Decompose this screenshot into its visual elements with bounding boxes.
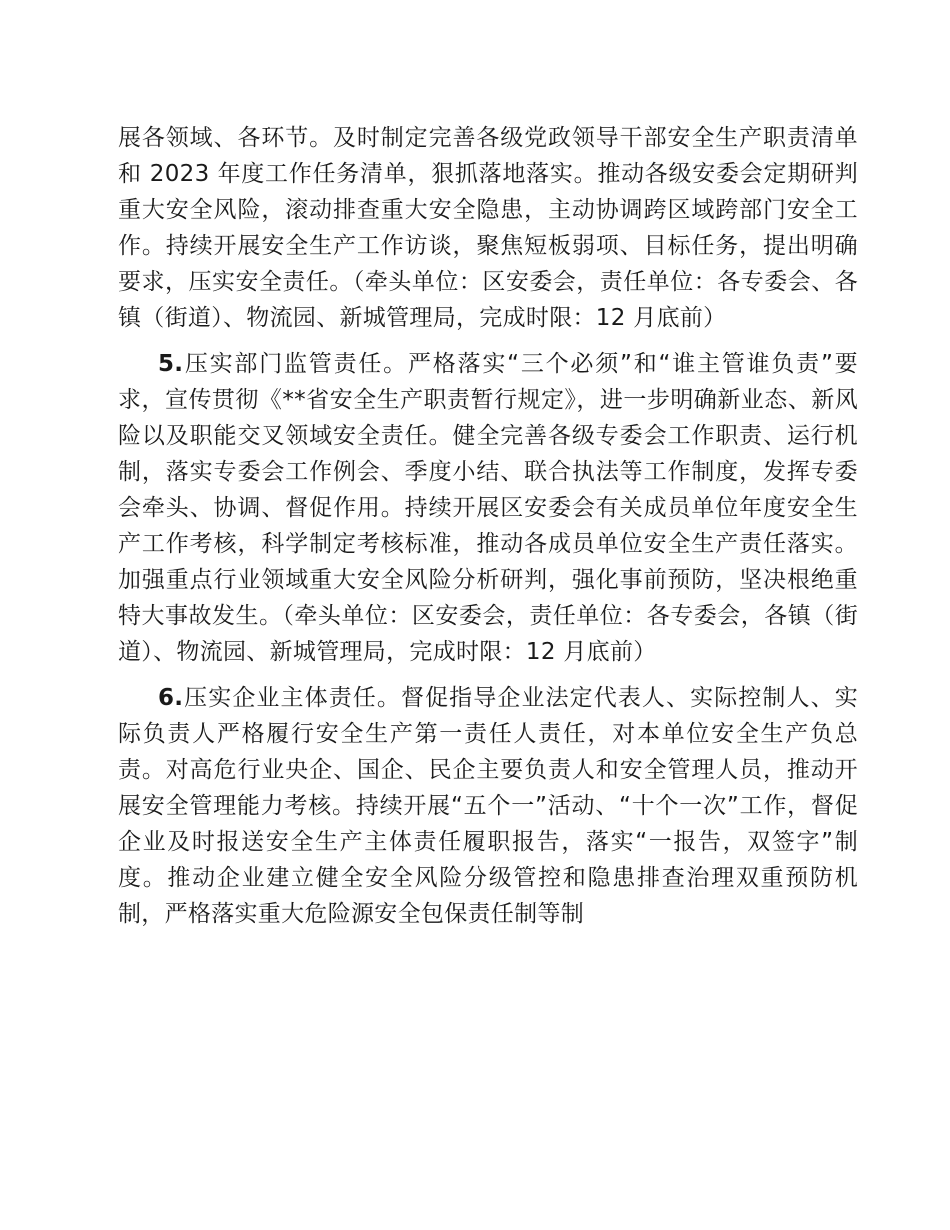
paragraph-item-5 <box>118 346 858 670</box>
paragraph-text: 压实企业主体责任。督促指导企业法定代表人、实际控制人、实际负责人严格履行安全生产第一责任人责任，对本单位安全生产负总责。对高危行业央企、国企、民企主要负责人和安全管理人员，推动开展安全管理能力考核。持续开展“五个一”活动、“十个一次”工作，督促企业及时报送安全生产主体责任履职报告，落实“一报告，双签字”制度。推动企业建立健全安全风险分级管控和隐患排查治理双重预防机制，严格落实重大危险源安全包保责任制等制 <box>118 685 858 927</box>
document-body <box>118 120 858 942</box>
paragraph-number: 5. <box>158 351 184 377</box>
paragraph-text: 展各领域、各环节。及时制定完善各级党政领导干部安全生产职责清单和 2023 年度工作任务清单，狠抓落地落实。推动各级安委会定期研判重大安全风险，滚动排查重大安全隐患，主动协调跨区域跨部门安全工作。持续开展安全生产工作访谈，聚焦短板弱项、目标任务，提出明确要求，压实安全责任。（牵头单位：区安委会，责任单位：各专委会、各镇（街道）、物流园、新城管理局，完成时限：12 月底前） <box>118 125 858 331</box>
paragraph-item-6 <box>118 680 858 932</box>
paragraph-continuation <box>118 120 858 336</box>
paragraph-number: 6. <box>158 685 184 711</box>
paragraph-text: 压实部门监管责任。严格落实“三个必须”和“谁主管谁负责”要求，宣传贯彻《**省安全生产职责暂行规定》，进一步明确新业态、新风险以及职能交叉领域安全责任。健全完善各级专委会工作职责、运行机制，落实专委会工作例会、季度小结、联合执法等工作制度，发挥专委会牵头、协调、督促作用。持续开展区安委会有关成员单位年度安全生产工作考核，科学制定考核标准，推动各成员单位安全生产责任落实。加强重点行业领域重大安全风险分析研判，强化事前预防，坚决根绝重特大事故发生。（牵头单位：区安委会，责任单位：各专委会，各镇（街道）、物流园、新城管理局，完成时限：12 月底前） <box>118 351 858 665</box>
